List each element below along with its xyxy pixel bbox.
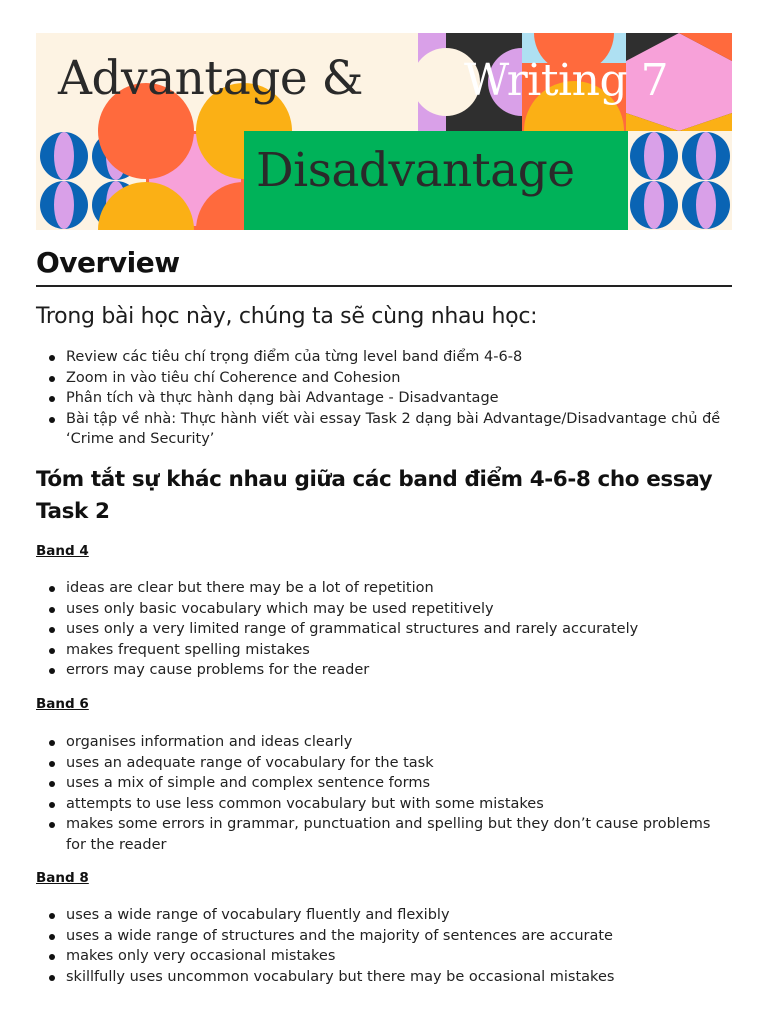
list-item: uses only a very limited range of grammatical structures and rarely accurately [36, 619, 732, 640]
list-item: skillfully uses uncommon vocabulary but there may be occasional mistakes [36, 967, 732, 988]
band-6-heading: Band 6 [36, 696, 89, 712]
header-banner [36, 33, 732, 230]
list-item: errors may cause problems for the reader [36, 660, 732, 681]
list-item: attempts to use less common vocabulary but with some mistakes [36, 794, 732, 815]
list-item: uses a mix of simple and complex sentence forms [36, 773, 732, 794]
list-item: uses a wide range of vocabulary fluently and flexibly [36, 905, 732, 926]
list-item: ideas are clear but there may be a lot of repetition [36, 578, 732, 599]
overview-list [36, 347, 732, 450]
list-item: uses only basic vocabulary which may be used repetitively [36, 599, 732, 620]
list-item: makes some errors in grammar, punctuation and spelling but they don’t cause problems for the reader [36, 814, 732, 855]
list-item: uses a wide range of structures and the majority of sentences are accurate [36, 926, 732, 947]
band-8-list [36, 905, 732, 987]
list-item: makes only very occasional mistakes [36, 946, 732, 967]
list-item: uses an adequate range of vocabulary for the task [36, 753, 732, 774]
banner-title-writing: Writing 7 [464, 55, 669, 106]
band-4-heading: Band 4 [36, 543, 89, 559]
banner-title-disadvantage: Disadvantage [256, 143, 575, 198]
summary-heading: Tóm tắt sự khác nhau giữa các band điểm 4-6-8 cho essay Task 2 [36, 467, 713, 524]
list-item: Phân tích và thực hành dạng bài Advantage - Disadvantage [36, 388, 732, 409]
list-item: Bài tập về nhà: Thực hành viết vài essay Task 2 dạng bài Advantage/Disadvantage chủ đề ‘Crime and Security’ [36, 409, 732, 450]
overview-heading: Overview [36, 246, 180, 279]
list-item: Review các tiêu chí trọng điểm của từng level band điểm 4-6-8 [36, 347, 732, 368]
banner-title-advantage: Advantage & [58, 51, 363, 106]
band-4-list [36, 578, 732, 681]
heading-divider [36, 285, 732, 287]
list-item: Zoom in vào tiêu chí Coherence and Cohesion [36, 368, 732, 389]
intro-text: Trong bài học này, chúng ta sẽ cùng nhau học: [36, 304, 538, 329]
band-8-heading: Band 8 [36, 870, 89, 886]
list-item: makes frequent spelling mistakes [36, 640, 732, 661]
band-6-list [36, 732, 732, 856]
list-item: organises information and ideas clearly [36, 732, 732, 753]
